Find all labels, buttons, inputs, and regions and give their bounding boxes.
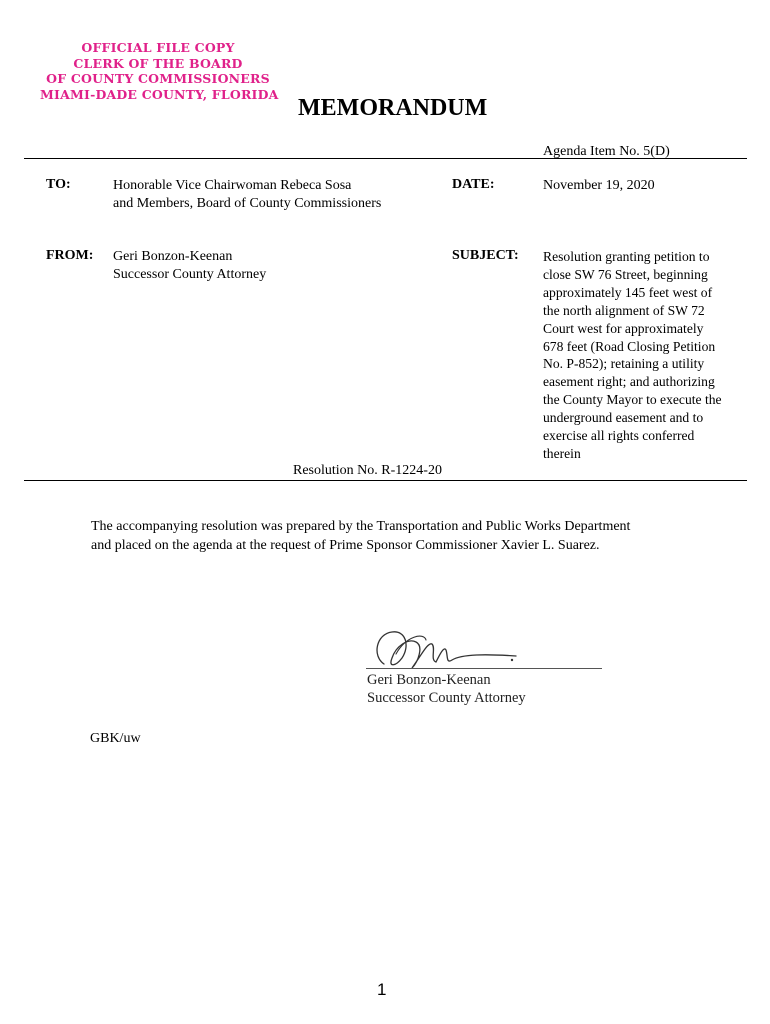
memo-title: MEMORANDUM [298,95,488,121]
subject-line: the north alignment of SW 72 [543,302,705,318]
agenda-item-number: Agenda Item No. 5(D) [543,144,670,159]
subject-line: Court west for approximately [543,320,704,336]
stamp-line: MIAMI-DADE COUNTY, FLORIDA [40,86,279,102]
subject-line: therein [543,445,581,461]
signature-line [366,668,602,669]
subject-line: No. P-852); retaining a utility [543,356,705,372]
subject-line: approximately 145 feet west of [543,284,713,300]
signer-name: Geri Bonzon-Keenan [367,672,491,688]
from-sender [113,248,266,284]
to-label: TO: [46,177,71,192]
from-line: Successor County Attorney [113,267,267,282]
date-label: DATE: [452,177,495,192]
subject-line: the County Mayor to execute the [543,392,722,408]
subject-line: exercise all rights conferred [543,428,695,444]
official-file-copy-stamp [40,40,279,102]
subject-line: easement right; and authorizing [543,374,715,390]
subject-line: underground easement and to [543,410,704,426]
from-label: FROM: [46,248,94,263]
subject-line: 678 feet (Road Closing Petition [543,338,716,354]
stamp-line: CLERK OF THE BOARD [73,55,243,71]
subject-line: close SW 76 Street, beginning [543,266,708,282]
header-top-rule [24,158,747,159]
from-line: Geri Bonzon-Keenan [113,249,233,264]
date-value: November 19, 2020 [543,178,655,193]
stamp-line: OFFICIAL FILE COPY [81,40,235,55]
to-line: Honorable Vice Chairwoman Rebeca Sosa [113,178,352,193]
subject-line: Resolution granting petition to [543,249,710,264]
page-number: 1 [377,980,387,999]
body-line: and placed on the agenda at the request of Prime Sponsor Commissioner Xavier L. Suarez. [91,538,600,553]
signature-block [367,671,526,707]
subject-text [543,248,748,463]
to-line: and Members, Board of County Commissioners [113,196,382,211]
body-line: The accompanying resolution was prepared by the Transportation and Public Works Department [91,519,631,534]
to-recipients [113,177,381,213]
memo-body [91,517,711,555]
signer-title: Successor County Attorney [367,690,526,706]
stamp-line: OF COUNTY COMMISSIONERS [46,71,270,86]
header-bottom-rule [24,480,747,481]
typist-initials: GBK/uw [90,731,141,746]
resolution-number: Resolution No. R-1224-20 [293,463,442,478]
subject-label: SUBJECT: [452,248,519,263]
